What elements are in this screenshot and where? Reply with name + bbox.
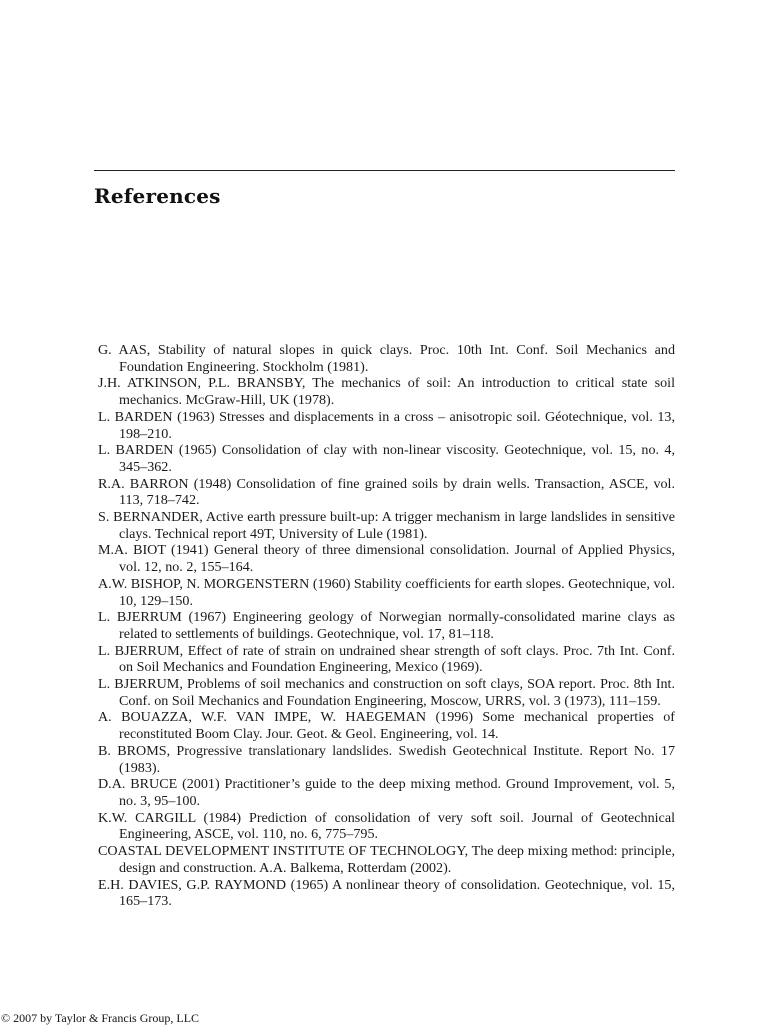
reference-item: A. BOUAZZA, W.F. VAN IMPE, W. HAEGEMAN (1996) Some mechanical properties of reconstituted Boom Clay. Jour. Geot. & Geol. Engineering, vol. 14.: [98, 709, 675, 743]
header-rule: [94, 170, 675, 171]
page-title: References: [94, 184, 221, 208]
reference-item: D.A. BRUCE (2001) Practitioner’s guide to the deep mixing method. Ground Improvement, vol. 5, no. 3, 95–100.: [98, 776, 675, 809]
reference-item: COASTAL DEVELOPMENT INSTITUTE OF TECHNOLOGY, The deep mixing method: principle, design and construction. A.A. Balkema, Rotterdam (2002).: [98, 843, 675, 876]
reference-item: A.W. BISHOP, N. MORGENSTERN (1960) Stability coefficients for earth slopes. Geotechnique, vol. 10, 129–150.: [98, 575, 675, 609]
reference-item: M.A. BIOT (1941) General theory of three dimensional consolidation. Journal of Applied Physics, vol. 12, no. 2, 155–164.: [98, 542, 675, 576]
reference-item: E.H. DAVIES, G.P. RAYMOND (1965) A nonlinear theory of consolidation. Geotechnique, vol. 15, 165–173.: [98, 876, 675, 910]
reference-list: [98, 342, 675, 910]
reference-item: J.H. ATKINSON, P.L. BRANSBY, The mechanics of soil: An introduction to critical state soil mechanics. McGraw-Hill, UK (1978).: [98, 375, 675, 409]
copyright-footer: © 2007 by Taylor & Francis Group, LLC: [1, 1011, 200, 1025]
reference-item: L. BJERRUM, Problems of soil mechanics and construction on soft clays, SOA report. Proc. 8th Int. Conf. on Soil Mechanics and Foundation Engineering, Moscow, URRS, vol. 3 (1973), 111–159.: [98, 676, 675, 709]
reference-item: L. BJERRUM, Effect of rate of strain on undrained shear strength of soft clays. Proc. 7th Int. Conf. on Soil Mechanics and Foundation Engineering, Mexico (1969).: [98, 642, 675, 676]
reference-item: L. BJERRUM (1967) Engineering geology of Norwegian normally-consolidated marine clays as related to settlements of buildings. Geotechnique, vol. 17, 81–118.: [98, 609, 675, 642]
reference-item: S. BERNANDER, Active earth pressure built-up: A trigger mechanism in large landslides in sensitive clays. Technical report 49T, University of Lule (1981).: [98, 509, 675, 542]
reference-item: G. AAS, Stability of natural slopes in quick clays. Proc. 10th Int. Conf. Soil Mechanics and Foundation Engineering. Stockholm (1981).: [98, 342, 675, 375]
reference-item: L. BARDEN (1965) Consolidation of clay with non-linear viscosity. Geotechnique, vol. 15, no. 4, 345–362.: [98, 442, 675, 475]
reference-item: K.W. CARGILL (1984) Prediction of consolidation of very soft soil. Journal of Geotechnical Engineering, ASCE, vol. 110, no. 6, 775–795.: [98, 809, 675, 843]
reference-item: R.A. BARRON (1948) Consolidation of fine grained soils by drain wells. Transaction, ASCE, vol. 113, 718–742.: [98, 475, 675, 509]
reference-item: B. BROMS, Progressive translationary landslides. Swedish Geotechnical Institute. Report No. 17 (1983).: [98, 742, 675, 776]
reference-item: L. BARDEN (1963) Stresses and displacements in a cross – anisotropic soil. Géotechnique, vol. 13, 198–210.: [98, 408, 675, 442]
